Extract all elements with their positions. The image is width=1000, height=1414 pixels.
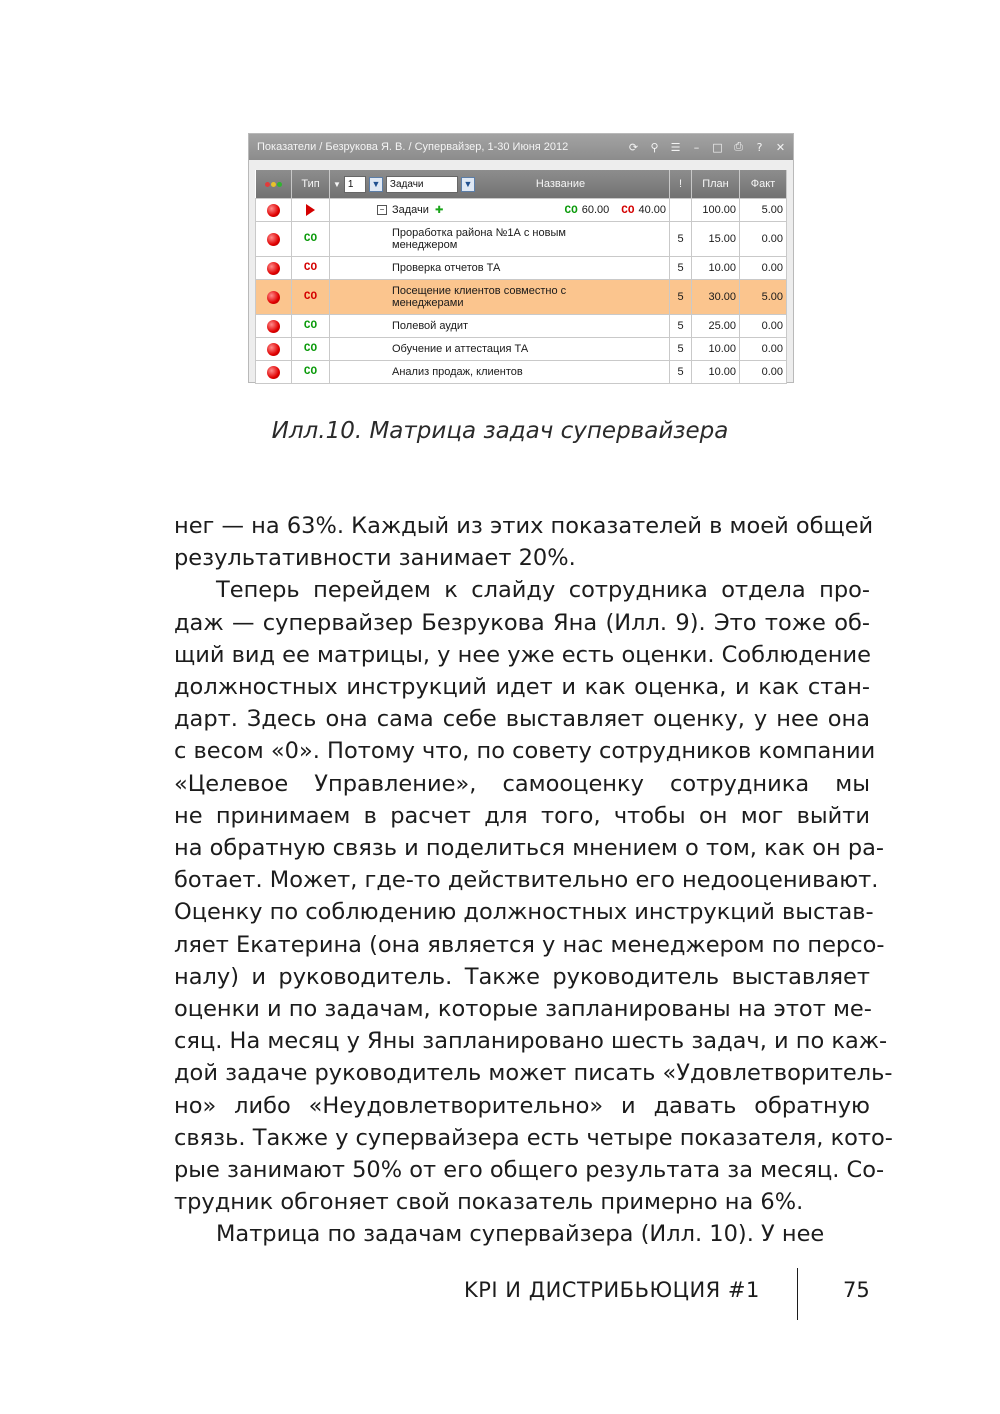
task-row[interactable] xyxy=(256,315,787,338)
status-red-icon xyxy=(267,262,280,275)
task-type: CO xyxy=(292,222,330,257)
text-line: «Целевое Управление», самооценку сотрудника мы xyxy=(174,770,870,797)
window-titlebar xyxy=(249,134,793,160)
window-toolbar xyxy=(627,141,787,154)
text-line: с весом «0». Потому что, по совету сотрудников компании xyxy=(174,738,876,765)
text-line: результативности занимает 20%. xyxy=(174,545,576,572)
add-icon[interactable]: ✚ xyxy=(434,204,444,216)
task-importance: 5 xyxy=(670,257,692,280)
list-icon[interactable]: ☰ xyxy=(670,140,681,154)
task-name xyxy=(330,257,670,280)
traffic-light-icon xyxy=(265,182,282,187)
status-red-icon xyxy=(267,366,280,379)
body-text xyxy=(174,510,893,1251)
text-line: дой задаче руководитель может писать «Удовлетворитель- xyxy=(174,1060,893,1087)
running-head: KPI И ДИСТРИБЬЮЦИЯ #1 xyxy=(464,1278,760,1302)
group-name: Задачи xyxy=(392,204,429,216)
task-fact: 0.00 xyxy=(740,338,787,361)
task-name xyxy=(330,222,670,257)
task-name-line-2: менеджером xyxy=(392,239,458,251)
task-fact: 0.00 xyxy=(740,361,787,384)
status-red-icon xyxy=(267,204,280,217)
task-importance: 5 xyxy=(670,361,692,384)
text-line: щий вид ее матрицы, у нее уже есть оценки. Соблюдение xyxy=(174,641,871,668)
status-red-icon xyxy=(267,343,280,356)
level-dropdown-button[interactable]: ▼ xyxy=(369,177,383,192)
task-name-line-2: менеджерами xyxy=(392,297,464,309)
print-icon[interactable]: ⎙ xyxy=(734,140,743,153)
task-name xyxy=(330,338,670,361)
task-type: CO xyxy=(292,280,330,315)
flag-icon xyxy=(306,204,315,216)
collapse-toggle[interactable]: − xyxy=(377,205,387,215)
fact-column-header[interactable]: Факт xyxy=(740,170,787,199)
task-importance: 5 xyxy=(670,315,692,338)
close-icon[interactable]: ✕ xyxy=(775,140,786,154)
group-sum-2: 40.00 xyxy=(638,203,666,216)
text-line: трудник обгоняет свой показатель примерно на 6%. xyxy=(174,1189,804,1216)
plan-column-header[interactable]: План xyxy=(692,170,740,199)
task-row[interactable] xyxy=(256,222,787,257)
task-name-line-1: Обучение и аттестация ТА xyxy=(392,343,529,355)
task-name xyxy=(330,315,670,338)
text-line: на обратную связь и поделиться мнением о том, как он ра- xyxy=(174,835,885,862)
help-icon[interactable]: ? xyxy=(756,140,763,154)
task-plan: 10.00 xyxy=(692,361,740,384)
task-plan: 10.00 xyxy=(692,257,740,280)
text-line: должностных инструкций идет и как оценка, и как стан- xyxy=(174,674,870,701)
status-red-icon xyxy=(267,320,280,333)
text-line: Матрица по задачам супервайзера (Илл. 10). У нее xyxy=(216,1221,825,1248)
task-row[interactable] xyxy=(256,338,787,361)
task-row[interactable] xyxy=(256,361,787,384)
text-line: ботает. Может, где-то действительно его недооценивают. xyxy=(174,867,879,894)
status-column-header[interactable] xyxy=(256,170,292,199)
kpi-window xyxy=(248,133,794,383)
text-line: даж — супервайзер Безрукова Яна (Илл. 9). Это тоже об- xyxy=(174,609,870,636)
text-line: Оценку по соблюдению должностных инструкций выстав- xyxy=(174,899,874,926)
maximize-icon[interactable]: □ xyxy=(712,140,723,154)
task-fact: 5.00 xyxy=(740,280,787,315)
group-plan: 100.00 xyxy=(692,199,740,222)
text-line: дарт. Здесь она сама себе выставляет оценку, у нее она xyxy=(174,706,870,733)
text-line: ляет Екатерина (она является у нас менеджером по персо- xyxy=(174,931,885,958)
task-name-line-1: Посещение клиентов совместно с xyxy=(392,285,567,297)
status-red-icon xyxy=(267,291,280,304)
text-line: связь. Также у супервайзера есть четыре показателя, кото- xyxy=(174,1124,893,1151)
task-name xyxy=(330,280,670,315)
text-line: Теперь перейдем к слайду сотрудника отдела про- xyxy=(216,577,870,604)
minimize-icon[interactable]: – xyxy=(693,140,700,154)
task-fact: 0.00 xyxy=(740,315,787,338)
task-plan: 10.00 xyxy=(692,338,740,361)
status-red-icon xyxy=(267,233,280,246)
group-tag-1: CO xyxy=(564,204,578,217)
task-plan: 25.00 xyxy=(692,315,740,338)
text-line: рые занимают 50% от его общего результата за месяц. Со- xyxy=(174,1157,885,1184)
type-column-header[interactable]: Тип xyxy=(292,170,330,199)
name-column-header[interactable] xyxy=(330,170,670,199)
tasks-grid xyxy=(255,170,787,384)
task-row[interactable] xyxy=(256,280,787,315)
group-row[interactable] xyxy=(256,199,787,222)
task-importance: 5 xyxy=(670,338,692,361)
task-importance: 5 xyxy=(670,222,692,257)
figure-caption: Илл.10. Матрица задач супервайзера xyxy=(271,418,729,444)
text-line: нег — на 63%. Каждый из этих показателей в моей общей xyxy=(174,513,874,539)
text-line: не принимаем в расчет для того, чтобы он мог выйти xyxy=(174,802,870,829)
task-importance: 5 xyxy=(670,280,692,315)
task-name-line-1: Проверка отчетов ТА xyxy=(392,262,501,274)
task-row[interactable] xyxy=(256,257,787,280)
task-type: CO xyxy=(292,338,330,361)
task-name-line-1: Проработка района №1А с новым xyxy=(392,227,566,239)
task-plan: 30.00 xyxy=(692,280,740,315)
group-dropdown-button[interactable]: ▼ xyxy=(461,177,475,192)
task-name-line-1: Полевой аудит xyxy=(392,320,469,332)
task-type: CO xyxy=(292,257,330,280)
importance-column-header[interactable]: ! xyxy=(670,170,692,199)
footer-divider xyxy=(797,1268,798,1320)
search-icon[interactable]: ⚲ xyxy=(650,140,659,154)
group-fact: 5.00 xyxy=(740,199,787,222)
text-line: оценки и по задачам, которые запланированы на этот ме- xyxy=(174,996,872,1023)
group-tag-2: CO xyxy=(621,204,635,217)
task-plan: 15.00 xyxy=(692,222,740,257)
text-line: налу) и руководитель. Также руководитель выставляет xyxy=(174,963,870,990)
task-type: CO xyxy=(292,361,330,384)
group-select[interactable]: Задачи xyxy=(386,176,458,193)
task-fact: 0.00 xyxy=(740,257,787,280)
text-line: сяц. На месяц у Яны запланировано шесть задач, и по каж- xyxy=(174,1028,888,1055)
refresh-icon[interactable]: ⟳ xyxy=(628,140,639,154)
text-line: но» либо «Неудовлетворительно» и давать обратную xyxy=(174,1092,870,1119)
sort-down-icon[interactable]: ▼ xyxy=(333,179,341,189)
task-name xyxy=(330,361,670,384)
name-header-label: Название xyxy=(535,178,586,190)
level-select[interactable]: 1 xyxy=(344,176,366,193)
task-fact: 0.00 xyxy=(740,222,787,257)
group-sum-1: 60.00 xyxy=(581,203,610,216)
page-number: 75 xyxy=(843,1278,870,1302)
task-type: CO xyxy=(292,315,330,338)
task-name-line-1: Анализ продаж, клиентов xyxy=(392,366,523,378)
window-title: Показатели / Безрукова Я. В. / Супервайзер, 1-30 Июня 2012 xyxy=(257,141,569,153)
